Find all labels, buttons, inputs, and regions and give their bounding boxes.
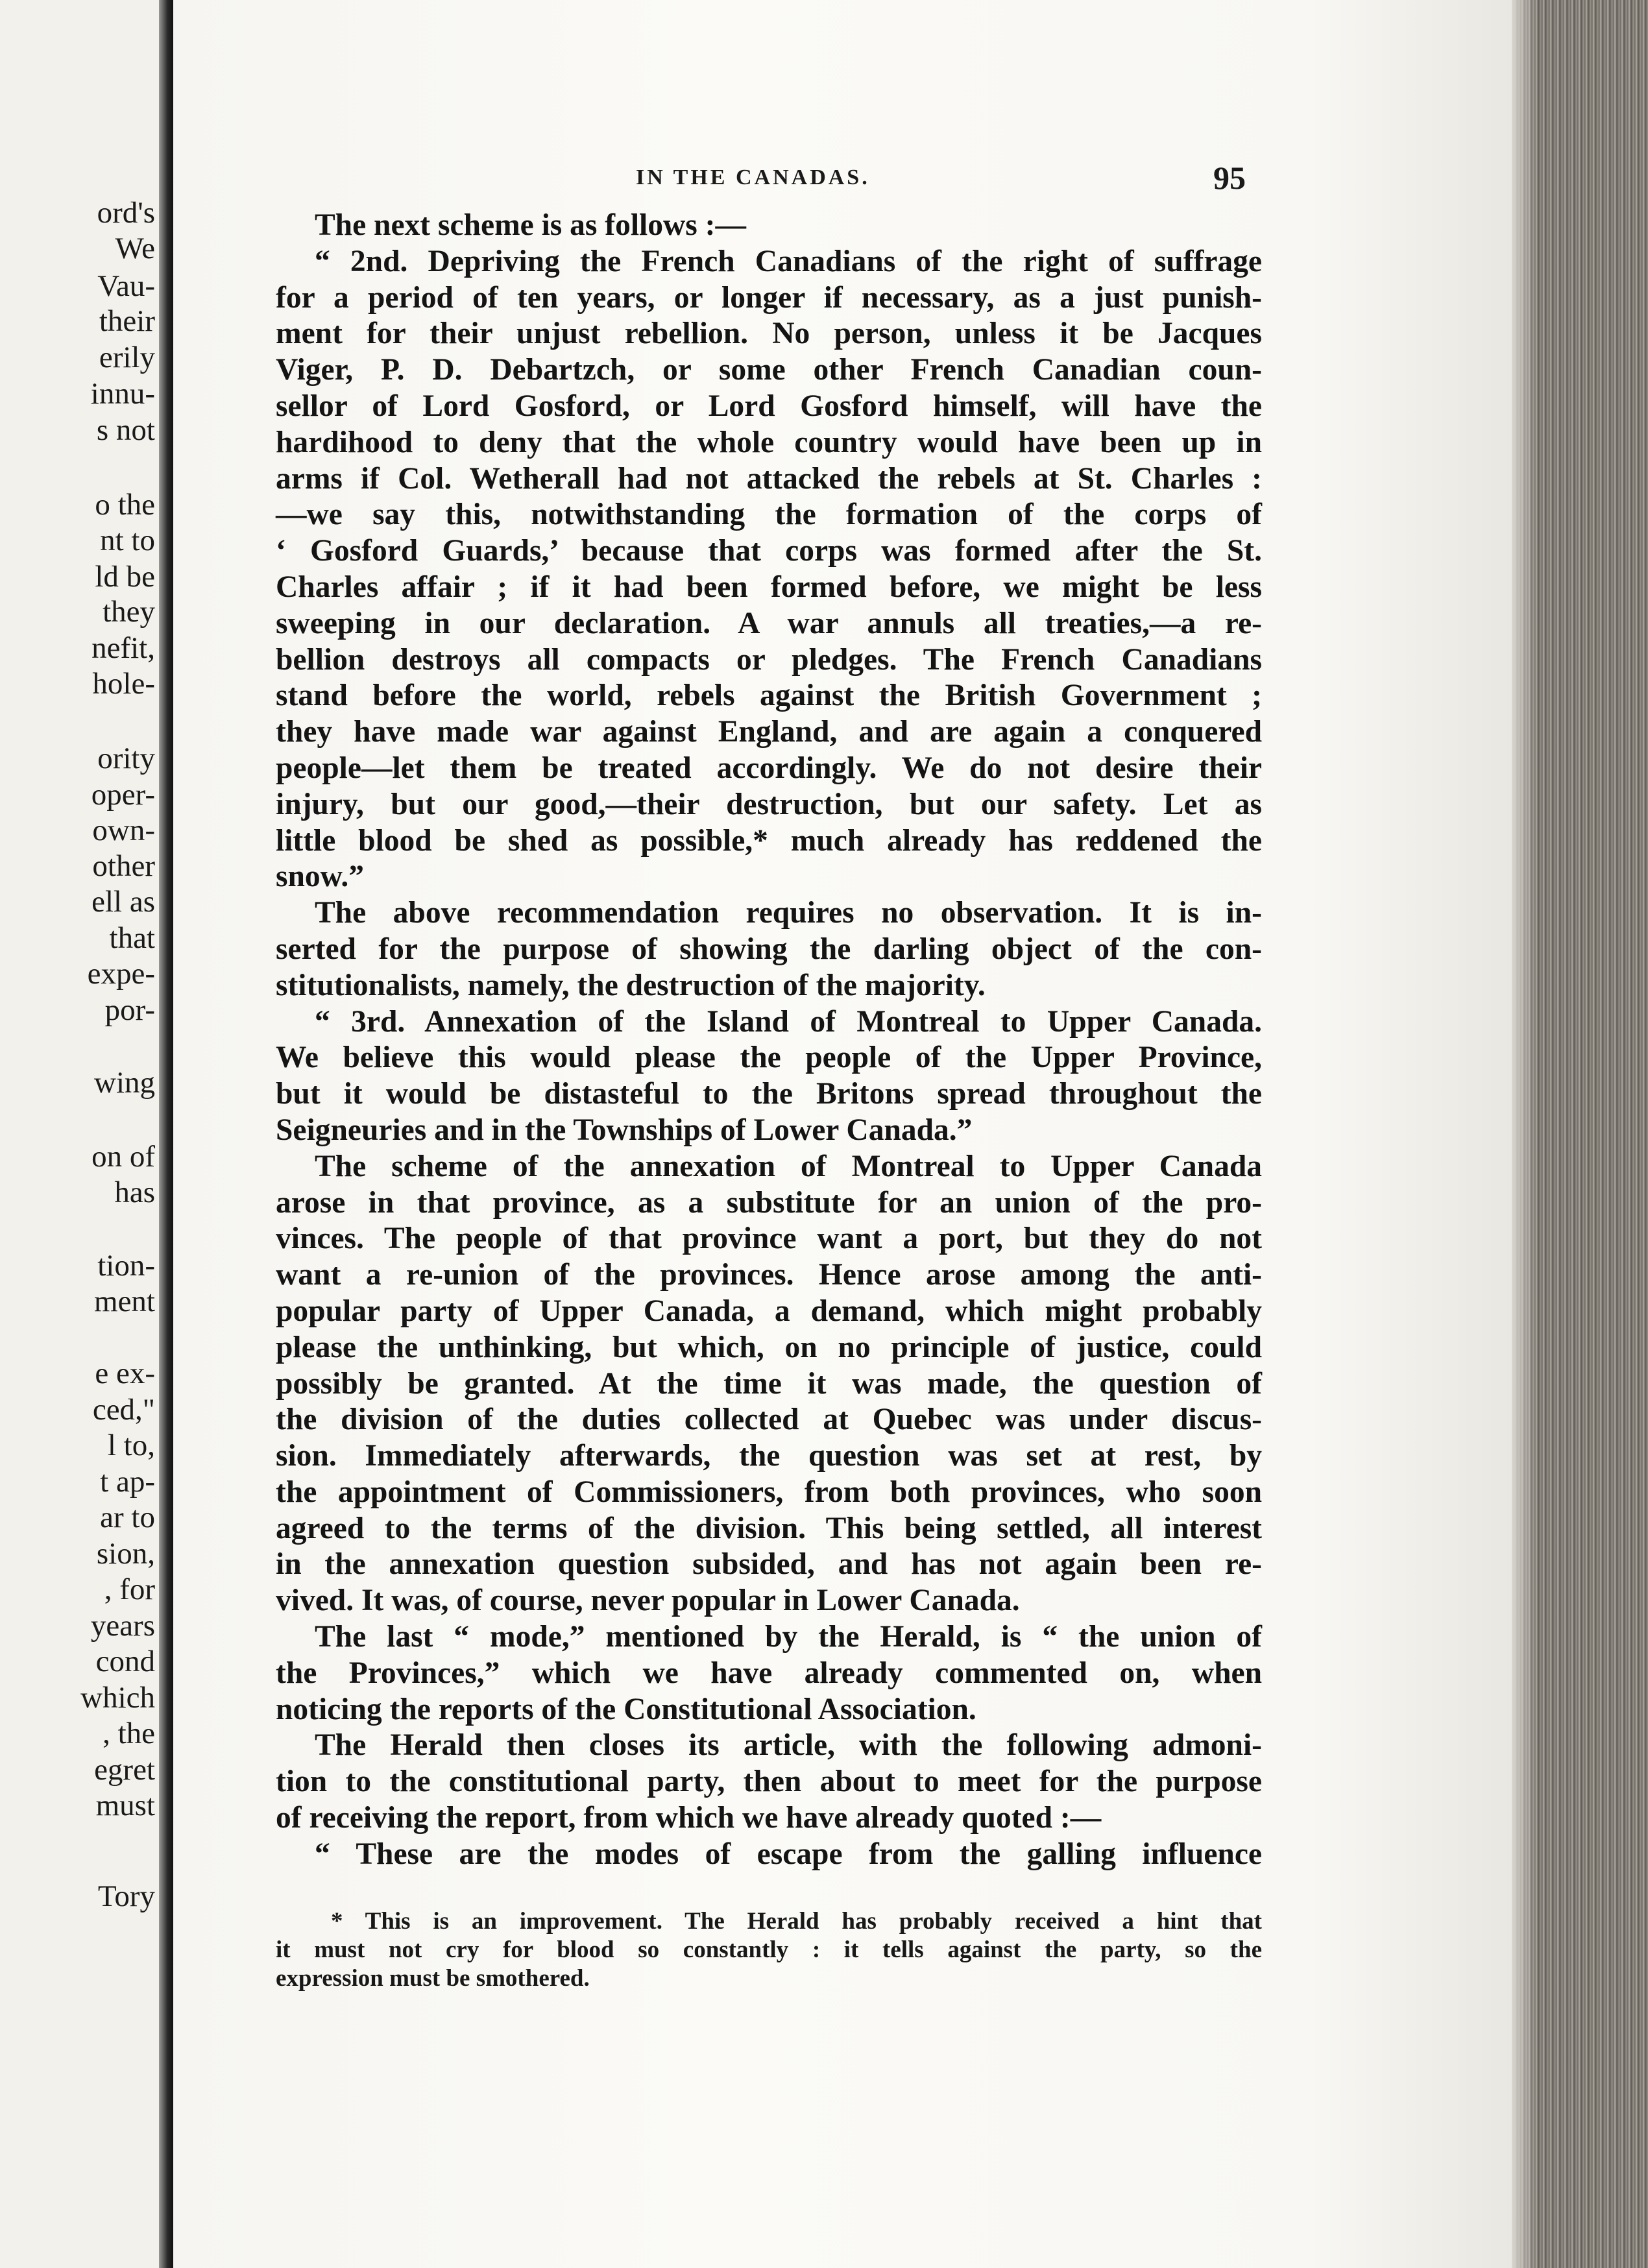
left-page-fragment: sion, — [96, 1537, 155, 1571]
footnote — [276, 1907, 1262, 1993]
body-line: noticing the reports of the Constitutional Association. — [276, 1692, 976, 1726]
body-line: little blood be shed as possible,* much already has reddened the — [276, 823, 1262, 858]
running-head: IN THE CANADAS. — [636, 165, 870, 189]
body-line: sellor of Lord Gosford, or Lord Gosford himself, will have the — [276, 389, 1262, 423]
left-page-fragment: We — [115, 232, 155, 265]
left-page-fragment: expe- — [87, 957, 155, 991]
footnote-line: it must not cry for blood so constantly : it tells against the party, so the — [276, 1936, 1262, 1963]
body-line: ‘ Gosford Guards,’ because that corps was formed after the St. — [276, 534, 1262, 568]
body-line: The scheme of the annexation of Montreal to Upper Canada — [315, 1149, 1262, 1183]
body-line: the division of the duties collected at Quebec was under discus- — [276, 1403, 1262, 1437]
footnote-line: * This is an improvement. The Herald has probably received a hint that — [331, 1908, 1262, 1935]
left-page-fragment: o the — [95, 488, 155, 522]
body-line: ment for their unjust rebellion. No person, unless it be Jacques — [276, 317, 1262, 351]
left-page-fragment: which — [80, 1681, 155, 1715]
body-line: possibly be granted. At the time it was made, the question of — [276, 1366, 1262, 1401]
page-number: 95 — [1213, 160, 1246, 196]
body-line: arose in that province, as a substitute for an union of the pro- — [276, 1185, 1262, 1220]
body-line: “ 2nd. Depriving the French Canadians of the right of suffrage — [315, 244, 1262, 278]
left-page-fragment: egret — [94, 1753, 155, 1787]
left-page-fragment: on of — [91, 1140, 155, 1174]
left-page-fragment: ority — [97, 742, 155, 775]
left-page-fragment: tion- — [97, 1249, 155, 1283]
body-line: arms if Col. Wetherall had not attacked the rebels at St. Charles : — [276, 461, 1262, 496]
body-line: Seigneuries and in the Townships of Lower Canada.” — [276, 1113, 973, 1147]
left-page-fragment: t ap- — [100, 1465, 155, 1499]
left-page-fragment: Tory — [97, 1879, 155, 1913]
left-page-fragment: e ex- — [95, 1357, 155, 1390]
book-gutter — [159, 0, 173, 2268]
body-line: The above recommendation requires no observation. It is in- — [315, 896, 1262, 930]
body-line: please the unthinking, but which, on no principle of justice, could — [276, 1330, 1262, 1364]
body-line: The Herald then closes its article, with the following admoni- — [315, 1728, 1262, 1763]
body-line: of receiving the report, from which we have already quoted :— — [276, 1801, 1102, 1835]
body-line: sweeping in our declaration. A war annuls all treaties,—a re- — [276, 606, 1262, 640]
body-text — [276, 208, 1262, 1873]
page-edge-stack — [1512, 0, 1648, 2268]
body-line: stitutionalists, namely, the destruction of the majority. — [276, 968, 986, 1002]
left-page-fragment: nt to — [100, 524, 155, 557]
body-line: “ 3rd. Annexation of the Island of Montreal to Upper Canada. — [315, 1004, 1262, 1039]
body-line: snow.” — [276, 860, 364, 894]
left-page-fragment: s not — [96, 413, 155, 447]
left-facing-page — [0, 0, 159, 2268]
left-page-fragment: nefit, — [91, 631, 155, 665]
left-page-fragment: ell as — [91, 885, 155, 919]
body-line: want a re-union of the provinces. Hence arose among the anti- — [276, 1258, 1262, 1292]
left-page-fragment: wing — [94, 1066, 155, 1100]
body-line: serted for the purpose of showing the darling object of the con- — [276, 932, 1262, 966]
left-page-fragment: cond — [95, 1645, 155, 1678]
left-page-fragment: that — [109, 921, 155, 955]
body-line: “ These are the modes of escape from the galling influence — [315, 1837, 1262, 1871]
body-line: in the annexation question subsided, and has not again been re- — [276, 1547, 1262, 1582]
body-line: Charles affair ; if it had been formed before, we might be less — [276, 570, 1262, 604]
body-line: injury, but our good,—their destruction, but our safety. Let as — [276, 787, 1262, 821]
body-line: they have made war against England, and are again a conquered — [276, 715, 1262, 749]
body-line: bellion destroys all compacts or pledges. The French Canadians — [276, 642, 1262, 677]
body-line: the Provinces,” which we have already commented on, when — [276, 1656, 1262, 1690]
left-page-fragment: Vau- — [97, 269, 155, 303]
left-page-fragment: ld be — [95, 560, 155, 594]
body-line: tion to the constitutional party, then about to meet for the purpose — [276, 1765, 1262, 1799]
left-page-fragment: ord's — [97, 196, 155, 230]
body-line: agreed to the terms of the division. This being settled, all interest — [276, 1511, 1262, 1545]
body-line: vinces. The people of that province want a port, but they do not — [276, 1222, 1262, 1256]
body-line: people—let them be treated accordingly. We do not desire their — [276, 751, 1262, 785]
left-page-fragment: erily — [99, 341, 155, 374]
left-page-fragment: , for — [104, 1573, 155, 1606]
body-line: —we say this, notwithstanding the formation of the corps of — [276, 498, 1262, 532]
body-line: sion. Immediately afterwards, the question was set at rest, by — [276, 1439, 1262, 1473]
left-page-fragment: ar to — [100, 1501, 155, 1534]
left-page-fragment: l to, — [107, 1429, 155, 1462]
body-line: The last “ mode,” mentioned by the Herald, is “ the union of — [315, 1620, 1262, 1654]
body-line: We believe this would please the people of the Upper Province, — [276, 1041, 1262, 1075]
left-page-fragment: hole- — [92, 667, 155, 701]
left-page-fragment: other — [92, 849, 155, 883]
left-page-fragment: oper- — [91, 778, 155, 812]
body-line: but it would be distasteful to the Britons spread throughout the — [276, 1077, 1262, 1111]
left-page-fragment: por- — [104, 993, 155, 1027]
left-page-fragment: ced," — [92, 1393, 155, 1427]
left-page-fragment: their — [99, 304, 155, 338]
left-page-fragment: own- — [92, 814, 155, 847]
left-page-fragment: years — [90, 1609, 155, 1643]
left-page-fragment: must — [95, 1789, 155, 1822]
body-line: vived. It was, of course, never popular in Lower Canada. — [276, 1584, 1020, 1618]
left-page-fragment: , the — [103, 1717, 155, 1750]
body-line: hardihood to deny that the whole country would have been up in — [276, 425, 1262, 459]
left-page-fragment: ment — [94, 1285, 155, 1318]
body-line: Viger, P. D. Debartzch, or some other French Canadian coun- — [276, 353, 1262, 387]
body-line: the appointment of Commissioners, from both provinces, who soon — [276, 1475, 1262, 1509]
footnote-line: expression must be smothered. — [276, 1965, 590, 1992]
left-page-fragment: innu- — [90, 377, 155, 411]
body-line: popular party of Upper Canada, a demand, which might probably — [276, 1294, 1262, 1328]
left-page-fragment: has — [114, 1176, 155, 1209]
body-line: The next scheme is as follows :— — [315, 208, 746, 242]
left-page-fragment: they — [103, 595, 155, 629]
body-line: for a period of ten years, or longer if necessary, as a just punish- — [276, 280, 1262, 315]
body-line: stand before the world, rebels against the British Government ; — [276, 679, 1262, 713]
